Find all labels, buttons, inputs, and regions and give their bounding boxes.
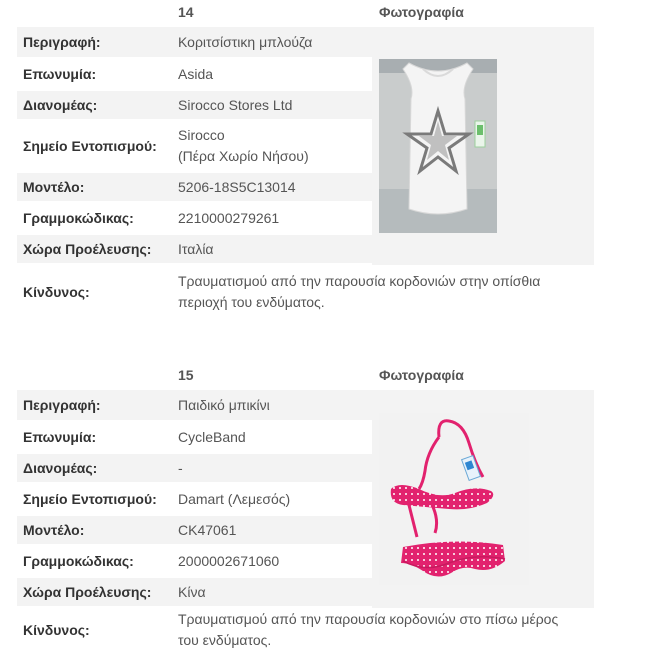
danger-line-1: Τραυματισμού από την παρουσία κορδονιών στο πίσω μέρος (178, 611, 559, 627)
row-label: Μοντέλο: (17, 516, 172, 544)
record-number: 15 (178, 367, 194, 383)
row-brand (17, 423, 372, 451)
row-value: 2000002671060 (172, 547, 372, 575)
white-tank-top-photo-icon (379, 59, 497, 233)
row-label: Επωνυμία: (17, 423, 172, 451)
danger-label: Κίνδυνος: (23, 622, 90, 638)
row-location (17, 485, 372, 513)
row-label: Σημείο Εντοπισμού: (17, 485, 172, 513)
row-model (17, 173, 372, 201)
row-label: Περιγραφή: (17, 390, 172, 420)
row-description (17, 390, 372, 420)
product-record-15 (17, 363, 594, 648)
location-line-1: Sirocco (178, 127, 225, 143)
row-label: Επωνυμία: (17, 60, 172, 88)
row-model (17, 516, 372, 544)
danger-label: Κίνδυνος: (23, 284, 90, 300)
row-value: Sirocco Stores Ltd (172, 91, 372, 119)
row-label: Διανομέας: (17, 91, 172, 119)
record-number: 14 (178, 4, 194, 20)
row-barcode (17, 204, 372, 232)
row-label: Χώρα Προέλευσης: (17, 235, 172, 263)
row-label: Γραμμοκώδικας: (17, 547, 172, 575)
row-location (17, 122, 372, 170)
danger-line-1: Τραυματισμού από την παρουσία κορδονιών στην οπίσθια (178, 273, 541, 289)
danger-value (178, 271, 594, 313)
row-label: Σημείο Εντοπισμού: (17, 122, 172, 170)
danger-row (17, 269, 594, 323)
pink-bikini-photo-icon (379, 413, 529, 585)
details-table (17, 27, 372, 263)
record-header (17, 0, 594, 27)
row-brand (17, 60, 372, 88)
row-value: CycleBand (172, 423, 372, 451)
row-barcode (17, 547, 372, 575)
photo-heading: Φωτογραφία (379, 367, 464, 383)
row-value: 2210000279261 (172, 204, 372, 232)
row-label: Περιγραφή: (17, 27, 172, 57)
row-value: Ιταλία (172, 235, 372, 263)
row-label: Χώρα Προέλευσης: (17, 578, 172, 606)
row-origin (17, 578, 372, 606)
row-distributor (17, 454, 372, 482)
danger-line-2: του ενδύματος. (178, 632, 272, 648)
location-line-2: (Πέρα Χωρίο Νήσου) (178, 148, 309, 164)
row-value: - (172, 454, 372, 482)
row-value (172, 122, 372, 170)
details-table (17, 390, 372, 606)
row-value: Κοριτσίστικη μπλούζα (172, 27, 372, 57)
record-header (17, 363, 594, 390)
danger-line-2: περιοχή του ενδύματος. (178, 294, 325, 310)
photo-heading: Φωτογραφία (379, 4, 464, 20)
row-distributor (17, 91, 372, 119)
row-value: Asida (172, 60, 372, 88)
row-label: Γραμμοκώδικας: (17, 204, 172, 232)
row-value: Damart (Λεμεσός) (172, 485, 372, 513)
photo-cell (372, 27, 594, 265)
row-value: Παιδικό μπικίνι (172, 390, 372, 420)
row-label: Διανομέας: (17, 454, 172, 482)
row-description (17, 27, 372, 57)
photo-cell (372, 390, 594, 608)
row-value: CK47061 (172, 516, 372, 544)
row-label: Μοντέλο: (17, 173, 172, 201)
row-value: Κίνα (172, 578, 372, 606)
danger-row (17, 608, 594, 660)
row-value: 5206-18S5C13014 (172, 173, 372, 201)
danger-value (178, 609, 594, 651)
row-origin (17, 235, 372, 263)
product-record-14 (17, 0, 594, 310)
